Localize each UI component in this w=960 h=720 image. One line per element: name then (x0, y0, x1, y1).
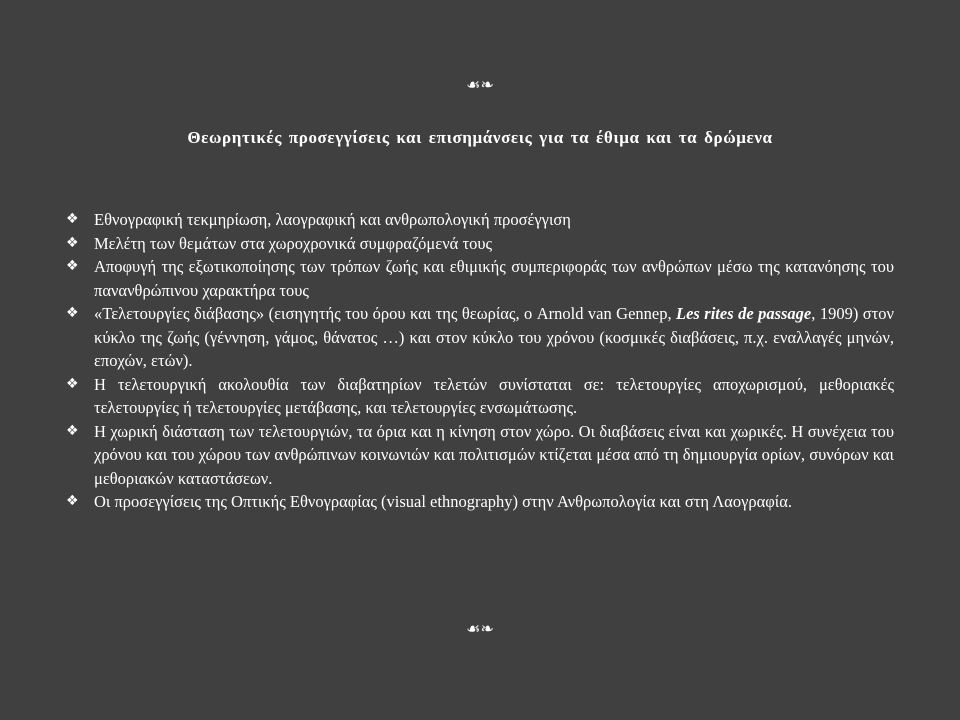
list-item (66, 420, 894, 491)
list-item-text: Εθνογραφική τεκμηρίωση, λαογραφική και ανθρωπολογική προσέγγιση (94, 210, 571, 229)
four-diamond-bullet-icon: ❖ (66, 234, 79, 251)
four-diamond-bullet-icon: ❖ (66, 422, 79, 439)
four-diamond-bullet-icon: ❖ (66, 305, 79, 321)
list-item (66, 208, 894, 232)
top-ornament-icon: ☙❧ (466, 77, 494, 94)
four-diamond-bullet-icon: ❖ (66, 493, 79, 509)
list-item (66, 232, 894, 256)
four-diamond-bullet-icon: ❖ (66, 375, 79, 392)
list-item (66, 373, 894, 420)
list-item-text: Οι προσεγγίσεις της Οπτικής Εθνογραφίας (visual ethnography) στην Ανθρωπολογία και στη Λαογραφία. (94, 492, 792, 511)
list-item (66, 302, 894, 373)
bottom-ornament-icon: ☙❧ (466, 621, 494, 638)
four-diamond-bullet-icon: ❖ (66, 211, 79, 227)
four-diamond-bullet-icon: ❖ (66, 258, 79, 274)
slide-title: Θεωρητικές προσεγγίσεις και επισημάνσεις για τα έθιμα και τα δρώμενα (187, 128, 773, 147)
list-item-text: Η χωρική διάσταση των τελετουργιών, τα όρια και η κίνηση στον χώρο. Οι διαβάσεις είναι και χωρικές. Η συνέχεια του χρόνου και του χώρου των ανθρώπινων κοινωνιών και πολιτισμών κτίζεται μέσα από τη δημιουργία ορίων, συνόρων και μεθοριακών καταστάσεων. (94, 421, 894, 488)
list-item-text: Η τελετουργική ακολουθία των διαβατηρίων τελετών συνίσταται σε: τελετουργίες αποχωρισμού, μεθοριακές τελετουργίες ή τελετουργίες μετάβασης, και τελετουργίες ενσωμάτωσης. (94, 374, 894, 417)
list-item-text: Αποφυγή της εξωτικοποίησης των τρόπων ζωής και εθιμικής συμπεριφοράς των ανθρώπων μέσω της κατανόησης του πανανθρώπινου χαρακτήρα τους (94, 257, 894, 300)
bullet-list (66, 208, 894, 514)
book-title: Les rites de passage (676, 304, 812, 323)
list-item (66, 255, 894, 302)
list-item (66, 490, 894, 514)
list-item-text: Μελέτη των θεμάτων στα χωροχρονικά συμφραζόμενά τους (94, 233, 493, 253)
list-item-text-after: , 1909) στον κύκλο της ζωής (γέννηση, γάμος, θάνατος …) και στον κύκλο του χρόνου (κοσμικές διαβάσεις, π.χ. εναλλαγές μηνών, εποχών, ετών). (94, 304, 894, 370)
list-item-text-before: «Τελετουργίες διάβασης» (εισηγητής του όρου και της θεωρίας, ο Arnold van Gennep, (94, 304, 677, 323)
